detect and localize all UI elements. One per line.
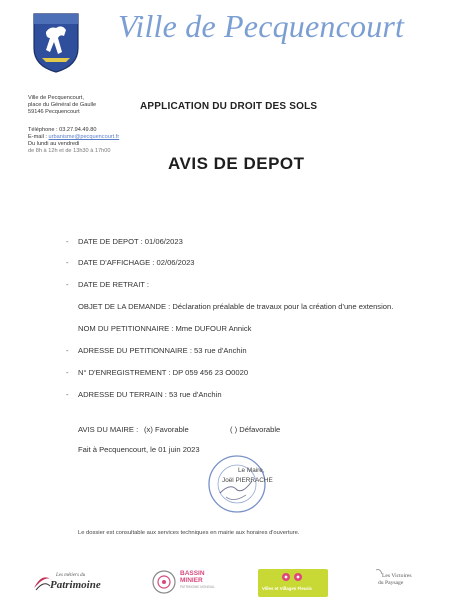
- document-title: AVIS DE DEPOT: [168, 154, 305, 173]
- hours-line-2: de 8h à 12h et de 13h30 à 17h00: [28, 148, 111, 154]
- mairie-stamp-icon: [206, 453, 268, 515]
- email-link[interactable]: urbanisme@pecquencourt.fr: [48, 134, 120, 140]
- paysage-text-1: Les Victoires: [382, 573, 412, 579]
- bullet-icon: -: [66, 390, 69, 399]
- email-label: E-mail :: [28, 134, 47, 140]
- signatory-title: Le Maire,: [238, 467, 265, 474]
- unfavorable-option: ( ) Défavorable: [230, 425, 281, 434]
- favorable-option: (x) Favorable: [144, 425, 189, 434]
- done-at-line: Fait à Pecquencourt, le 01 juin 2023: [78, 445, 200, 454]
- bullet-icon: -: [66, 346, 69, 355]
- item-land-address: - ADRESSE DU TERRAIN : 53 rue d'Anchin: [66, 390, 222, 399]
- bassin-text-2: MINIER: [180, 577, 203, 584]
- item-withdrawal-date: - DATE DE RETRAIT :: [66, 280, 150, 289]
- item-applicant-address: - ADRESSE DU PETITIONNAIRE : 53 rue d'Anchin: [66, 346, 247, 355]
- hours-line-1: Du lundi au vendredi: [28, 141, 80, 147]
- bassin-text-1: BASSIN: [180, 570, 205, 577]
- email-line: [28, 134, 119, 141]
- patrimoine-small-text: Les métiers du: [56, 573, 86, 578]
- document-subtitle: APPLICATION DU DROIT DES SOLS: [140, 101, 318, 112]
- phone-line: Téléphone : 03.27.94.49.80: [28, 127, 97, 133]
- bullet-icon: -: [66, 258, 69, 267]
- flowers-icon: [258, 569, 328, 585]
- item-request-object: OBJET DE LA DEMANDE : Déclaration préalable de travaux pour la création d'une extension.: [78, 302, 394, 311]
- bullet-icon: -: [66, 368, 69, 377]
- town-crest-icon: [32, 12, 80, 74]
- villes-fleuris-text: Villes et Villages Fleuris: [262, 586, 312, 591]
- town-name-title: Ville de Pecquencourt: [118, 8, 405, 44]
- item-posting-date: - DATE D'AFFICHAGE : 02/06/2023: [66, 258, 195, 267]
- bullet-icon: -: [66, 280, 69, 289]
- mayor-opinion-label: AVIS DU MAIRE :: [78, 425, 139, 434]
- item-applicant-name: NOM DU PETITIONNAIRE : Mme DUFOUR Annick: [78, 324, 252, 333]
- item-deposit-date: - DATE DE DEPOT : 01/06/2023: [66, 237, 183, 246]
- bassin-text-3: PATRIMOINE MONDIAL: [180, 585, 215, 589]
- bullet-icon: -: [66, 237, 69, 246]
- villes-fleuris-logo: [258, 569, 328, 597]
- item-registration-number: - N° D'ENREGISTREMENT : DP 059 456 23 O0020: [66, 368, 249, 377]
- address-line-1: Ville de Pecquencourt,: [28, 95, 84, 101]
- consultation-notice: Le dossier est consultable aux services techniques en mairie aux horaires d'ouverture.: [78, 530, 300, 536]
- signatory-name: Joël PIERRACHE: [222, 477, 273, 484]
- paysage-text-2: du Paysage: [378, 580, 404, 586]
- address-line-3: 59146 Pecquencourt: [28, 109, 80, 115]
- address-line-2: place du Général de Gaulle: [28, 102, 97, 108]
- patrimoine-big-text: Patrimoine: [50, 579, 101, 591]
